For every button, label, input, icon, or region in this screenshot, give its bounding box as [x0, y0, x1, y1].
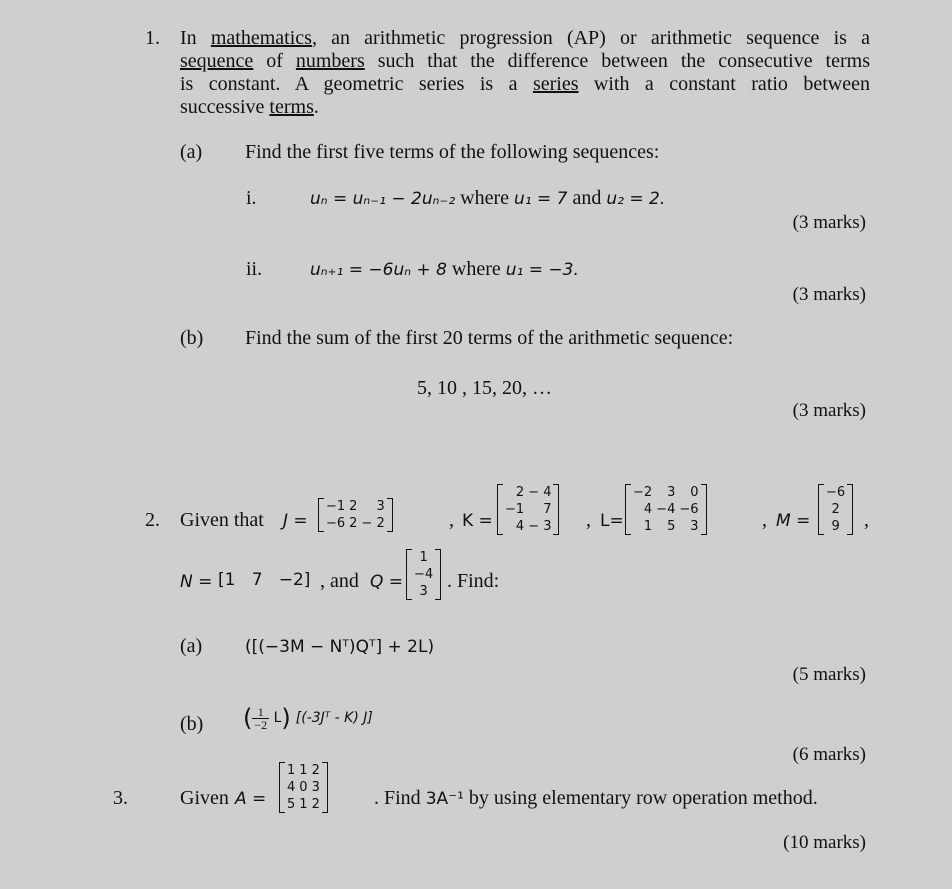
J-matrix	[318, 498, 393, 532]
q2b-frac-den: −2	[254, 718, 268, 732]
L-cell: 4	[643, 502, 653, 517]
M-cell: −6	[826, 485, 846, 500]
q1ai-marks: (3 marks)	[792, 212, 866, 233]
L-cell: 3	[667, 485, 676, 500]
J-cell: 3	[376, 499, 385, 514]
q2a-label: (a)	[180, 635, 203, 657]
q2b-marks: (6 marks)	[792, 744, 866, 765]
K-matrix	[497, 484, 559, 535]
q1aii-label: ii.	[246, 258, 263, 280]
q1aii-where: where	[446, 258, 506, 280]
q3-given: Given	[180, 787, 229, 809]
A-cell: 1	[287, 763, 296, 778]
K-cell: 2	[515, 485, 525, 500]
M-label-text: M =	[776, 511, 811, 531]
numbers-link[interactable]: numbers	[295, 50, 365, 72]
J-cell: 2	[349, 499, 358, 514]
q2b-frac-num: 1	[252, 706, 269, 719]
q1b-label: (b)	[180, 327, 204, 349]
q1ai-line	[310, 187, 665, 211]
q1aii-marks: (3 marks)	[792, 284, 866, 305]
Q-cell: −4	[414, 567, 434, 582]
L-cell: 1	[643, 519, 653, 534]
q2b-rest: [(-3Jᵀ - K) J]	[295, 710, 373, 726]
K-label	[462, 509, 493, 533]
L-matrix	[625, 484, 707, 535]
q1ai-cond2: u₂ = 2.	[606, 189, 666, 209]
mathematics-link[interactable]: mathematics	[210, 27, 312, 49]
q1ai-formula: uₙ = uₙ₋₁ − 2uₙ₋₂	[310, 189, 456, 209]
q1-intro-text: , an arithmetic progression (AP) or arithmetic sequence is a	[311, 27, 870, 49]
comma: ,	[449, 509, 454, 531]
A-cell: 1	[299, 763, 308, 778]
q2b-label: (b)	[180, 713, 204, 735]
J-cell: 2	[349, 516, 358, 531]
q3-find	[374, 787, 818, 811]
L-cell: 5	[667, 519, 676, 534]
Q-cell: 1	[419, 550, 428, 565]
M-matrix	[818, 484, 853, 535]
q2a-marks: (5 marks)	[792, 664, 866, 685]
K-label-text: K =	[462, 511, 493, 531]
q1ai-cond1: u₁ = 7	[514, 189, 568, 209]
q1-intro-text: with a constant ratio between	[578, 73, 870, 95]
A-cell: 4	[287, 780, 296, 795]
q1b-marks: (3 marks)	[792, 400, 866, 421]
N-matrix: [1 7 −2]	[218, 570, 311, 590]
N-label-text: N =	[180, 572, 213, 592]
q1-intro-text: In	[180, 27, 211, 49]
and-text: , and	[320, 570, 359, 592]
A-cell: 1	[299, 797, 308, 812]
L-cell: 3	[690, 519, 699, 534]
A-cell: 2	[311, 763, 320, 778]
q2a-expr	[245, 635, 434, 659]
q3-number: 3.	[113, 787, 128, 809]
series-link[interactable]: series	[532, 73, 579, 95]
q1-intro-text: of	[253, 50, 296, 72]
J-label	[283, 509, 308, 533]
q1-intro-text: successive	[180, 96, 270, 118]
J-cell: − 2	[361, 516, 385, 531]
J-cell: −1	[326, 499, 346, 514]
K-cell: − 4	[528, 485, 552, 500]
q1b-sequence: 5, 10 , 15, 20, …	[417, 377, 552, 399]
N-cell: −2	[278, 570, 304, 590]
A-label	[235, 787, 266, 811]
q1a-text: Find the first five terms of the following sequences:	[245, 141, 660, 163]
M-cell: 9	[831, 519, 840, 534]
Q-cell: 3	[419, 584, 428, 599]
L-cell: −2	[633, 485, 653, 500]
q1-intro-text: is constant. A geometric series is a	[180, 73, 533, 95]
comma: ,	[864, 509, 869, 531]
q1aii-cond: u₁ = −3.	[505, 260, 579, 280]
q3-marks: (10 marks)	[783, 832, 866, 853]
L-cell: 0	[690, 485, 699, 500]
K-cell: 7	[543, 502, 552, 517]
q1-number: 1.	[145, 27, 160, 49]
L-label-text: L=	[600, 511, 624, 531]
q2-given: Given that	[180, 509, 264, 531]
sequence-link[interactable]: sequence	[180, 50, 254, 72]
q1-intro-text: such that the difference between the consecutive terms	[364, 50, 870, 72]
comma: ,	[762, 509, 767, 531]
q3-find-expr: 3A⁻¹	[425, 789, 464, 809]
L-cell: −4	[656, 502, 676, 517]
M-label	[776, 509, 810, 533]
q3-find-post: by using elementary row operation method.	[463, 787, 818, 809]
q1a-label: (a)	[180, 141, 203, 163]
q1ai-label: i.	[246, 187, 257, 209]
A-cell: 0	[299, 780, 308, 795]
L-label	[600, 509, 624, 533]
q1-intro	[180, 27, 870, 119]
K-cell: − 3	[528, 519, 552, 534]
A-matrix	[279, 762, 328, 813]
Q-matrix	[406, 549, 441, 600]
A-cell: 5	[287, 797, 296, 812]
q2b-expr: ( $\frac{1}{-2}$ L) [(-3Jᵀ - K) J]	[243, 704, 373, 732]
J-cell: −6	[326, 516, 346, 531]
A-cell: 2	[311, 797, 320, 812]
L-cell: −6	[679, 502, 699, 517]
q1-intro-text: .	[313, 96, 319, 118]
q1aii-line	[310, 258, 579, 282]
q1aii-formula: uₙ₊₁ = −6uₙ + 8	[310, 260, 447, 280]
Q-label-text: Q =	[370, 572, 404, 592]
q1ai-where: where	[455, 187, 515, 209]
K-cell: −1	[505, 502, 525, 517]
N-cell: 7	[251, 570, 263, 590]
terms-link[interactable]: terms	[269, 96, 314, 118]
A-label-text: A =	[235, 789, 267, 809]
q1ai-and: and	[567, 187, 607, 209]
q2a-expr-text: ([(−3M − Nᵀ)Qᵀ] + 2L)	[245, 637, 435, 657]
comma: ,	[586, 509, 591, 531]
q1b-text: Find the sum of the first 20 terms of the arithmetic sequence:	[245, 327, 734, 349]
q2b-L: L	[273, 710, 282, 726]
q2-number: 2.	[145, 509, 160, 531]
N-label	[180, 570, 212, 594]
Q-label	[370, 570, 403, 594]
J-label-text: J =	[283, 511, 308, 531]
N-cell: 1	[224, 570, 236, 590]
find-text: . Find:	[447, 570, 500, 592]
q3-find-pre: . Find	[374, 787, 426, 809]
M-cell: 2	[831, 502, 840, 517]
A-cell: 3	[311, 780, 320, 795]
K-cell: 4	[515, 519, 525, 534]
